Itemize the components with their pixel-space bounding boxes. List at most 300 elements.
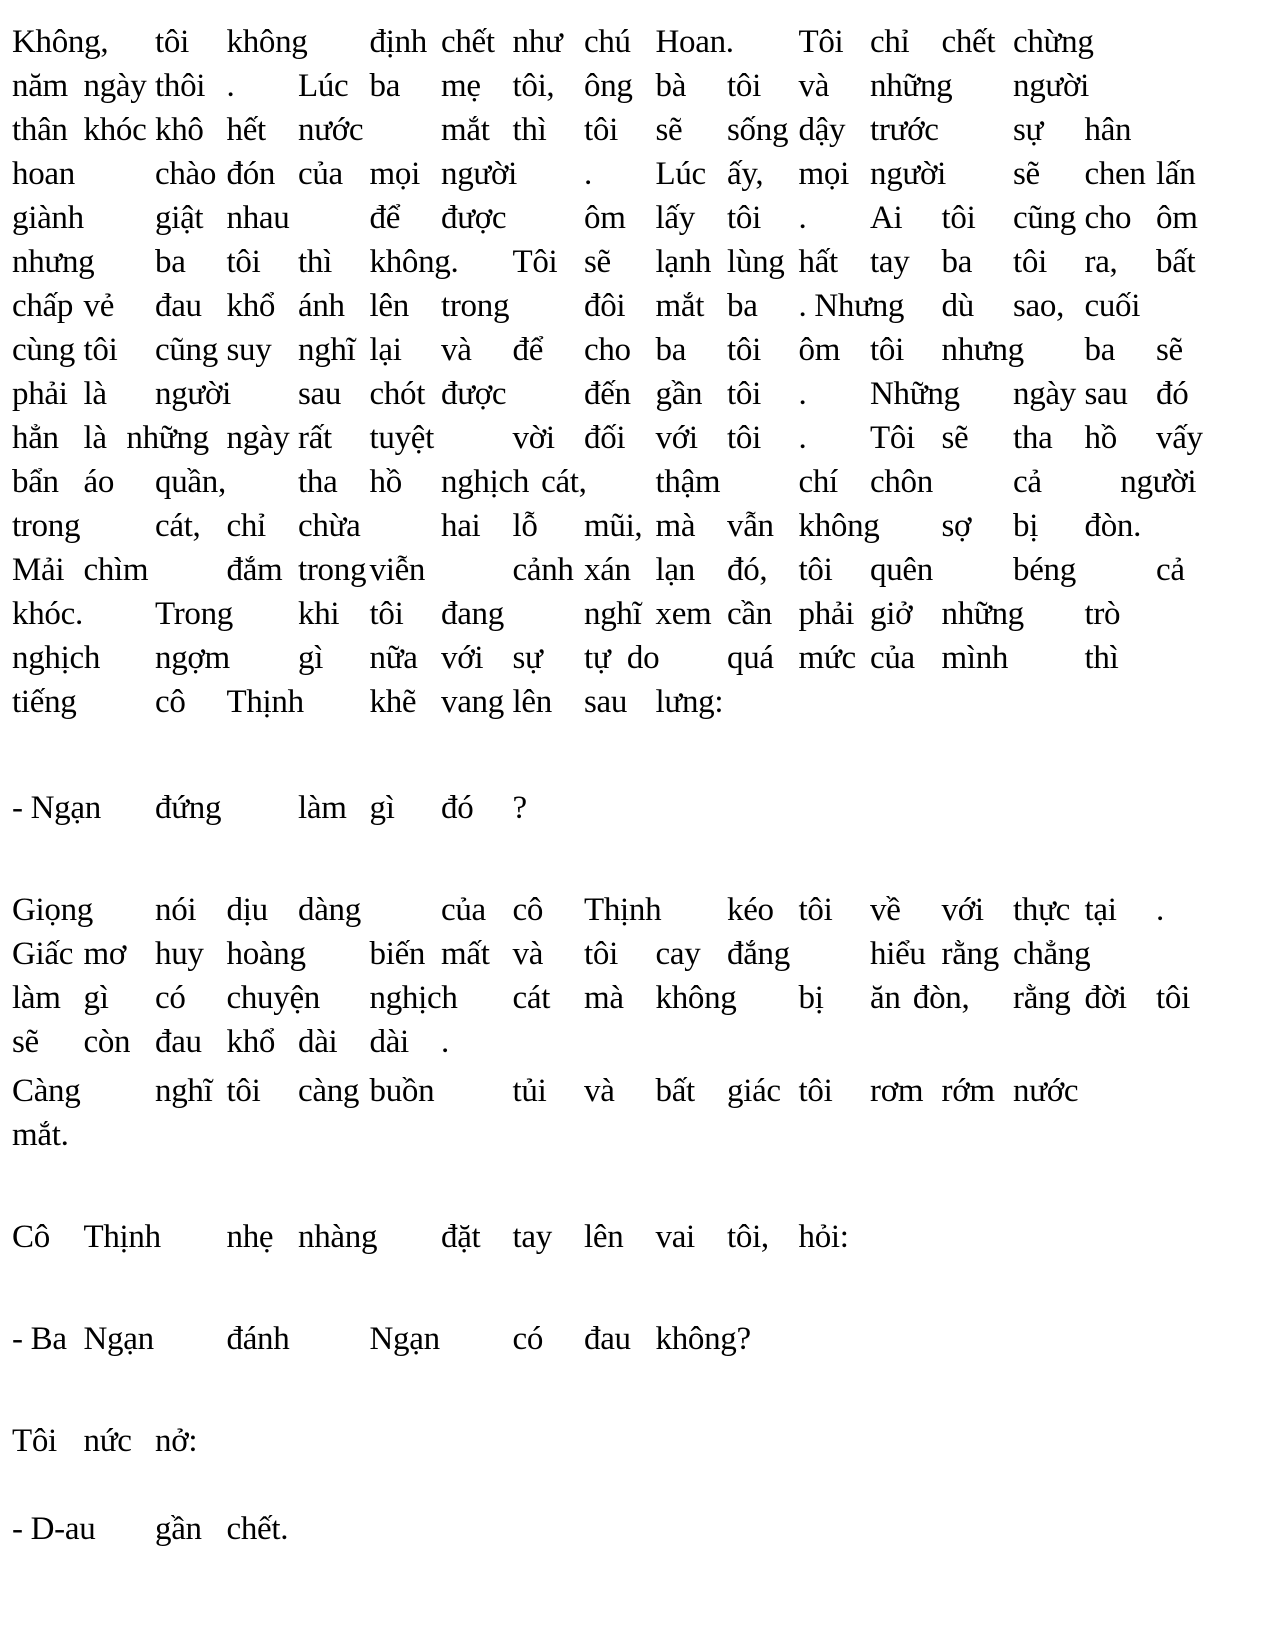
word: cát, — [155, 508, 201, 544]
word: Giọng — [12, 892, 94, 928]
word: giật — [155, 200, 204, 236]
word: sẽ — [1156, 332, 1183, 368]
text-line — [0, 374, 1275, 414]
word: tôi — [870, 332, 904, 368]
word: cùng — [12, 332, 75, 368]
word: . — [798, 200, 807, 236]
word: mơ — [83, 936, 127, 972]
word: gì — [369, 790, 395, 826]
word: Tôi — [798, 24, 844, 60]
word: thì — [1084, 640, 1119, 676]
word: quần, — [155, 464, 226, 500]
word: . — [226, 68, 235, 104]
word: ? — [512, 790, 527, 826]
word: giở — [870, 596, 913, 632]
word: khẽ — [369, 684, 417, 720]
word: lấy — [655, 200, 695, 236]
word: nghĩ — [155, 1073, 213, 1109]
word: mắt. — [12, 1117, 69, 1153]
word: và — [441, 332, 472, 368]
word: nhưng — [941, 332, 1024, 368]
word: nghĩ — [584, 596, 642, 632]
word: người — [155, 376, 232, 412]
text-line — [0, 890, 1275, 930]
word: mũi, — [584, 508, 643, 544]
word: Mải — [12, 552, 65, 588]
word: hết — [226, 112, 266, 148]
word: . — [1156, 892, 1164, 928]
word: ra, — [1084, 244, 1118, 280]
word: cho — [584, 332, 631, 368]
word: béng — [1013, 552, 1076, 588]
text-line — [0, 110, 1275, 150]
word: dàng — [298, 892, 361, 928]
text-line — [0, 1217, 1275, 1257]
word: Tôi — [870, 420, 915, 456]
word: thôi — [155, 68, 206, 104]
word: tự — [584, 640, 611, 676]
word: tuyệt — [369, 420, 434, 456]
word: có — [155, 980, 186, 1016]
word: ba — [369, 68, 401, 104]
word: trước — [870, 112, 939, 148]
word: sống — [727, 112, 789, 148]
word: tủi — [512, 1073, 547, 1109]
word: tôi — [1013, 244, 1047, 280]
word: tôi — [83, 332, 118, 368]
word: mức — [798, 640, 856, 676]
word: nghịch — [12, 640, 101, 676]
word: chẳng — [1013, 936, 1091, 972]
word: mà — [655, 508, 696, 544]
word: buồn — [369, 1073, 435, 1109]
word: lên — [512, 684, 552, 720]
word: kéo — [727, 892, 774, 928]
word: rằng — [1013, 980, 1071, 1016]
text-line — [0, 788, 1275, 828]
word: - D-au — [12, 1511, 96, 1547]
word: thân — [12, 112, 68, 148]
word: tôi — [155, 24, 189, 60]
word: chôn — [870, 464, 933, 500]
word: mất — [441, 936, 490, 972]
word: lên — [369, 288, 409, 324]
word: ba — [155, 244, 186, 280]
word: nước — [1013, 1073, 1079, 1109]
word: tại — [1084, 892, 1117, 928]
text-line — [0, 1319, 1275, 1359]
word: khi — [298, 596, 340, 632]
word: lưng: — [655, 684, 724, 720]
word: tôi, — [512, 68, 555, 104]
word: những — [870, 68, 953, 104]
word: đó — [441, 790, 474, 826]
word: ấy, — [727, 156, 764, 192]
word: chấp — [12, 288, 74, 324]
text-line — [0, 330, 1275, 370]
word: đến — [584, 376, 631, 412]
word: huy — [155, 936, 204, 972]
word: hồ — [1084, 420, 1117, 456]
word: hỏi: — [798, 1219, 849, 1255]
text-line — [0, 506, 1275, 546]
word: tha — [1013, 420, 1053, 456]
word: đòn. — [1084, 508, 1142, 544]
word: ngày — [83, 68, 147, 104]
word: là — [83, 376, 107, 412]
word: ăn — [870, 980, 901, 1016]
word: biến — [369, 936, 426, 972]
word: ba — [941, 244, 973, 280]
word: cô — [155, 684, 186, 720]
word: tôi — [798, 552, 833, 588]
word: ôm — [798, 332, 841, 368]
word: ôm — [1156, 200, 1198, 236]
word: Không, — [12, 24, 109, 60]
word: đôi — [584, 288, 626, 324]
word: không — [798, 508, 880, 544]
word: chết — [441, 24, 495, 60]
word: sự — [512, 640, 543, 676]
word: chết. — [226, 1511, 289, 1547]
word: cũng — [1013, 200, 1076, 236]
word: được — [441, 200, 507, 236]
word: thì — [512, 112, 547, 148]
word: tôi — [584, 936, 618, 972]
word: chìm — [83, 552, 149, 588]
word: nhưng — [12, 244, 95, 280]
word: đó, — [727, 552, 768, 588]
word: Cô — [12, 1219, 50, 1255]
word: dài — [298, 1024, 338, 1060]
word: cát — [512, 980, 551, 1016]
word: sẽ — [584, 244, 611, 280]
word: tôi — [584, 112, 618, 148]
word: cát, — [541, 464, 587, 500]
word: sẽ — [1013, 156, 1040, 192]
word: vời — [512, 420, 555, 456]
word: đòn, — [912, 980, 970, 1016]
word: tôi — [798, 1073, 833, 1109]
word: càng — [298, 1073, 360, 1109]
word: tôi — [727, 200, 761, 236]
word: của — [441, 892, 486, 928]
word: được — [441, 376, 507, 412]
word: khổ — [226, 288, 276, 324]
word: suy — [226, 332, 272, 368]
word: đắng — [727, 936, 790, 972]
word: người — [1013, 68, 1090, 104]
text-line — [0, 286, 1275, 326]
word: sau — [584, 684, 628, 720]
word: lùng — [727, 244, 785, 280]
word: vấy — [1156, 420, 1203, 456]
word: Ngạn — [369, 1321, 440, 1357]
word: đắm — [226, 552, 283, 588]
word: đau — [155, 1024, 202, 1060]
word: Tôi — [12, 1423, 57, 1459]
word: cay — [655, 936, 701, 972]
word: phải — [12, 376, 68, 412]
word: mắt — [655, 288, 705, 324]
word: chào — [155, 156, 217, 192]
word: chừa — [298, 508, 361, 544]
word: những — [126, 420, 209, 456]
word: là — [83, 420, 107, 456]
word: người — [870, 156, 947, 192]
text-line — [0, 638, 1275, 678]
word: thậm — [655, 464, 721, 500]
word: ôm — [584, 200, 626, 236]
word: người — [441, 156, 518, 192]
word: bẩn — [12, 464, 59, 500]
word: giác — [727, 1073, 781, 1109]
word: tay — [512, 1219, 552, 1255]
word: nhẹ — [226, 1219, 274, 1255]
word: cô — [512, 892, 544, 928]
word: định — [369, 24, 427, 60]
word: phải — [798, 596, 855, 632]
word: mọi — [798, 156, 849, 192]
word: để — [512, 332, 544, 368]
word: cảnh — [512, 552, 574, 588]
word: tay — [870, 244, 910, 280]
word: sự — [1013, 112, 1044, 148]
word: tha — [298, 464, 338, 500]
word: dài — [369, 1024, 409, 1060]
word: và — [584, 1073, 615, 1109]
word: lại — [369, 332, 402, 368]
word: - Ba — [12, 1321, 67, 1357]
word: ba — [655, 332, 687, 368]
word: nhàng — [298, 1219, 378, 1255]
word: tôi — [226, 1073, 261, 1109]
word: cho — [1084, 200, 1132, 236]
word: sẽ — [655, 112, 683, 148]
word: cả — [1156, 552, 1185, 588]
word: . — [798, 420, 807, 456]
word: đau — [584, 1321, 631, 1357]
text-line — [0, 1115, 1275, 1155]
word: làm — [298, 790, 347, 826]
word: chỉ — [226, 508, 266, 544]
word: lạnh — [655, 244, 712, 280]
word: bị — [798, 980, 824, 1016]
word: trò — [1084, 596, 1121, 632]
word: dịu — [226, 892, 268, 928]
text-line — [0, 22, 1275, 62]
word: ba — [1084, 332, 1116, 368]
word: cần — [727, 596, 772, 632]
word: rằng — [941, 936, 999, 972]
word: Ai — [870, 200, 903, 236]
word: sẽ — [941, 420, 969, 456]
word: tôi — [1156, 980, 1190, 1016]
text-line — [0, 978, 1275, 1018]
word: chết — [941, 24, 996, 60]
word: Ngạn — [83, 1321, 154, 1357]
word: chót — [369, 376, 426, 412]
word: cuối — [1084, 288, 1141, 324]
word: lấn — [1156, 156, 1196, 192]
word: . — [798, 376, 807, 412]
word: sẽ — [12, 1024, 39, 1060]
word: không? — [655, 1321, 751, 1357]
word: của — [298, 156, 343, 192]
word: Càng — [12, 1073, 81, 1109]
word: nữa — [369, 640, 418, 676]
word: với — [941, 892, 984, 928]
word: khổ — [226, 1024, 276, 1060]
word: hoàng — [226, 936, 306, 972]
word: người — [1120, 464, 1197, 500]
word: rất — [298, 420, 332, 456]
word: mẹ — [441, 68, 481, 104]
word: - Ngạn — [12, 790, 101, 826]
word: chen — [1084, 156, 1146, 192]
word: sợ — [941, 508, 972, 544]
word: nhau — [226, 200, 290, 236]
word: dù — [941, 288, 974, 324]
word: Trong — [155, 596, 233, 632]
text-line — [0, 594, 1275, 634]
word: không — [226, 24, 308, 60]
word: giành — [12, 200, 84, 236]
word: vẻ — [83, 288, 115, 324]
word: thì — [298, 244, 332, 280]
word: chừng — [1013, 24, 1094, 60]
text-line — [0, 550, 1275, 590]
word: nghĩ — [298, 332, 356, 368]
word: tôi — [941, 200, 976, 236]
word: chuyện — [226, 980, 320, 1016]
word: để — [369, 200, 401, 236]
word: tôi — [727, 420, 761, 456]
word: mình — [941, 640, 1009, 676]
word: cả — [1013, 464, 1042, 500]
word: gần — [655, 376, 703, 412]
word: vai — [655, 1219, 695, 1255]
word: Lúc — [298, 68, 349, 104]
word: rơm — [870, 1073, 924, 1109]
word: đặt — [441, 1219, 481, 1255]
word: với — [655, 420, 698, 456]
word: ngày — [226, 420, 290, 456]
word: hân — [1084, 112, 1132, 148]
word: chí — [798, 464, 838, 500]
word: Hoan. — [655, 24, 734, 60]
word: khóc. — [12, 596, 83, 632]
word: dậy — [798, 112, 846, 148]
word: trong — [12, 508, 81, 544]
word: chỉ — [870, 24, 910, 60]
word: ngợm — [155, 640, 230, 676]
word: năm — [12, 68, 68, 104]
word: mà — [584, 980, 624, 1016]
word: còn — [83, 1024, 131, 1060]
word: mắt — [441, 112, 490, 148]
word: vang — [441, 684, 504, 720]
word: tôi — [226, 244, 261, 280]
word: nghịch — [441, 464, 530, 500]
word: chú — [584, 24, 631, 60]
text-line — [0, 1421, 1275, 1461]
word: ông — [584, 68, 633, 104]
word: tôi, — [727, 1219, 769, 1255]
word: đánh — [226, 1321, 290, 1357]
word: tôi — [727, 376, 761, 412]
word: và — [512, 936, 544, 972]
word: không — [655, 980, 737, 1016]
word: bất — [655, 1073, 695, 1109]
text-line — [0, 154, 1275, 194]
word: đời — [1084, 980, 1127, 1016]
text-line — [0, 1022, 1275, 1062]
word: gì — [298, 640, 324, 676]
word: sao, — [1013, 288, 1065, 324]
word: tôi — [727, 332, 761, 368]
word: . — [584, 156, 592, 192]
word: nở: — [155, 1423, 198, 1459]
word: làm — [12, 980, 61, 1016]
word: tiếng — [12, 684, 77, 720]
word: vẫn — [727, 508, 774, 544]
word: Thịnh — [83, 1219, 161, 1255]
word: sau — [1084, 376, 1128, 412]
word: lên — [584, 1219, 624, 1255]
word: bà — [655, 68, 687, 104]
word: hai — [441, 508, 481, 544]
word: về — [870, 892, 901, 928]
word: Những — [870, 376, 960, 412]
word: trong — [298, 552, 367, 588]
word: ngày — [1013, 376, 1076, 412]
text-line — [0, 1509, 1275, 1549]
word: ba — [727, 288, 758, 324]
word: với — [441, 640, 484, 676]
word: mọi — [369, 156, 420, 192]
text-line — [0, 242, 1275, 282]
word: nước — [298, 112, 364, 148]
word: do — [626, 640, 660, 676]
text-line — [0, 462, 1275, 502]
word: Lúc — [655, 156, 706, 192]
word: lỗ — [512, 508, 538, 544]
word: của — [870, 640, 915, 676]
text-line — [0, 934, 1275, 974]
word: đau — [155, 288, 202, 324]
word: tôi — [727, 68, 761, 104]
word: có — [512, 1321, 544, 1357]
word: cũng — [155, 332, 218, 368]
word: Thịnh — [226, 684, 304, 720]
word: gì — [83, 980, 109, 1016]
word: Giấc — [12, 936, 74, 972]
text-line — [0, 418, 1275, 458]
word: tôi — [798, 892, 833, 928]
word: nghịch — [369, 980, 458, 1016]
word: quên — [870, 552, 933, 588]
word: hồ — [369, 464, 402, 500]
word: sau — [298, 376, 342, 412]
word: Tôi — [512, 244, 558, 280]
word: hất — [798, 244, 838, 280]
word: xem — [655, 596, 712, 632]
word: như — [512, 24, 563, 60]
word: đứng — [155, 790, 222, 826]
word: quá — [727, 640, 774, 676]
word: không. — [369, 244, 459, 280]
